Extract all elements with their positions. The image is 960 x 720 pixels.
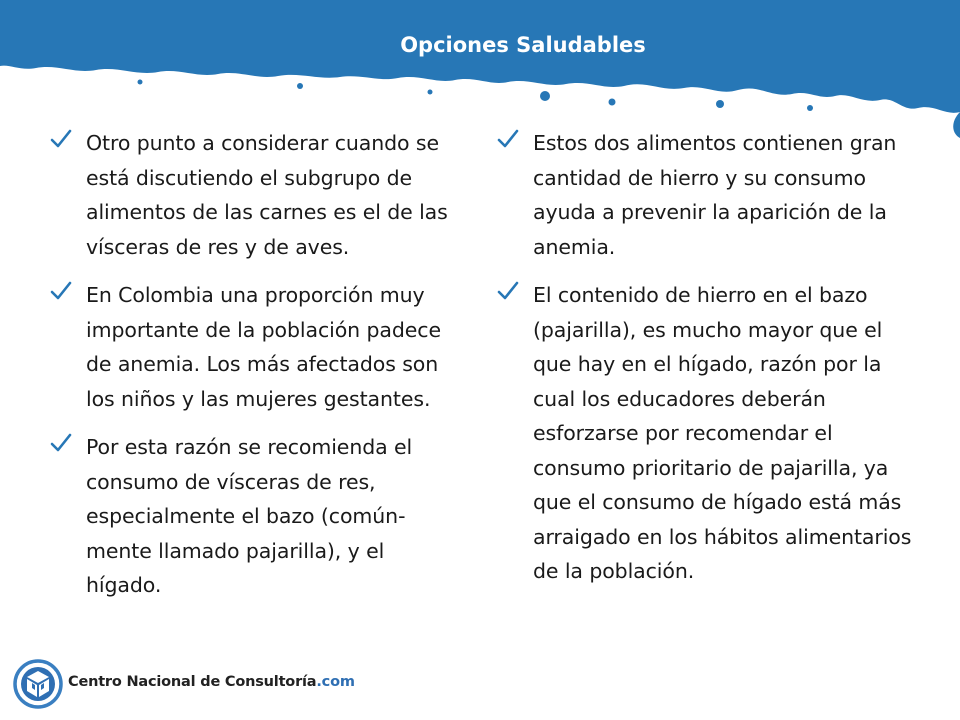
logo-wordmark <box>68 674 355 690</box>
checkmark-icon <box>50 128 72 150</box>
right-column <box>497 126 917 603</box>
checkmark-icon <box>50 432 72 454</box>
checkmark-icon <box>497 128 519 150</box>
slide-title: Opciones Saludables <box>400 33 646 57</box>
bullet-text: Estos dos alimentos contienen gran cantidad de hierro y su consumo ayuda a prevenir la aparición de la anemia. <box>533 131 897 259</box>
cube-logo-icon <box>13 659 63 709</box>
bullet-text: Por esta razón se recomienda el consumo de vísceras de res, especialmente el bazo (común-mente llamado pajarilla), y el hígado. <box>86 435 413 597</box>
splash-banner-graphic <box>0 0 960 140</box>
bullet-item <box>50 278 460 416</box>
header-banner <box>0 0 960 140</box>
bullet-text: Otro punto a considerar cuando se está discutiendo el subgrupo de alimentos de las carnes es el de las vísceras de res y de aves. <box>86 131 448 259</box>
bullet-item <box>497 278 917 589</box>
bullet-item <box>497 126 917 264</box>
logo-name: Centro Nacional de Consultoría <box>68 674 317 690</box>
bullet-item <box>50 430 460 603</box>
bullet-text: El contenido de hierro en el bazo (pajarilla), es mucho mayor que el que hay en el hígado, razón por la cual los educadores deberán esforzarse por recomendar el consumo prioritario de pajarilla, ya que el consumo de hígado está más arraigado en los hábitos alimentarios de la población. <box>533 283 912 583</box>
checkmark-icon <box>497 280 519 302</box>
logo-suffix: .com <box>316 674 355 690</box>
bullet-text: En Colombia una proporción muy importante de la población padece de anemia. Los más afectados son los niños y las mujeres gestantes. <box>86 283 441 411</box>
checkmark-icon <box>50 280 72 302</box>
left-column <box>50 126 460 617</box>
bullet-item <box>50 126 460 264</box>
